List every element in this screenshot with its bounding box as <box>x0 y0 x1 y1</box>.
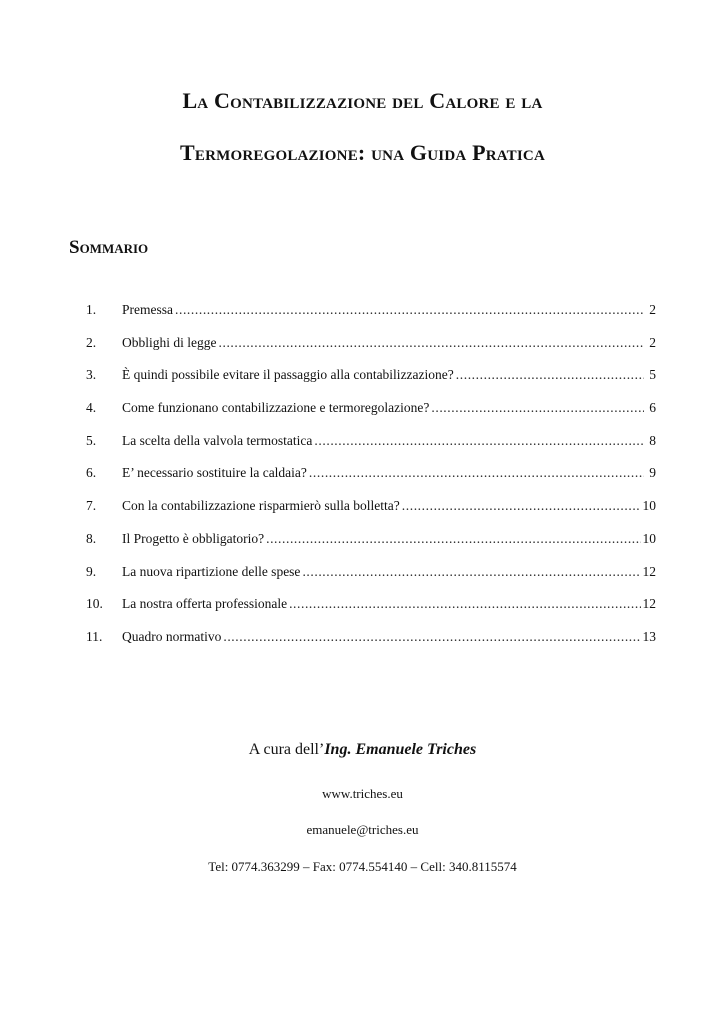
toc-dot-leader <box>223 629 640 645</box>
email-link[interactable]: emanuele@triches.eu <box>306 822 419 837</box>
toc-dot-leader <box>266 531 640 547</box>
toc-entry-page: 8 <box>649 432 656 448</box>
table-of-contents <box>86 302 656 662</box>
toc-entry-number: 9. <box>86 563 97 579</box>
toc-entry-page: 6 <box>649 400 656 416</box>
toc-entry-page: 12 <box>642 596 656 612</box>
toc-entry[interactable] <box>86 335 656 368</box>
toc-entry-number: 4. <box>86 400 97 416</box>
toc-entry-number: 6. <box>86 465 97 481</box>
toc-entry-title: E’ necessario sostituire la caldaia? <box>122 465 307 481</box>
toc-entry-number: 8. <box>86 530 97 546</box>
toc-entry-page: 5 <box>649 367 656 383</box>
toc-dot-leader <box>309 465 644 481</box>
toc-entry[interactable] <box>86 498 656 531</box>
toc-entry[interactable] <box>86 433 656 466</box>
toc-entry-number: 11. <box>86 628 103 644</box>
toc-entry[interactable] <box>86 596 656 629</box>
toc-dot-leader <box>314 433 644 449</box>
toc-entry-number: 7. <box>86 498 97 514</box>
toc-entry-title: La nostra offerta professionale <box>122 596 288 612</box>
toc-entry-title: Obblighi di legge <box>122 334 217 350</box>
summary-heading: Sommario <box>69 237 149 258</box>
toc-entry-page: 2 <box>649 334 656 350</box>
toc-entry-number: 10. <box>86 596 103 612</box>
toc-entry[interactable] <box>86 465 656 498</box>
toc-entry-number: 3. <box>86 367 97 383</box>
toc-entry-page: 9 <box>649 465 656 481</box>
toc-entry[interactable] <box>86 531 656 564</box>
toc-entry-page: 13 <box>642 628 656 644</box>
author-name: Ing. Emanuele Triches <box>324 741 477 758</box>
toc-dot-leader <box>431 400 644 416</box>
toc-entry-page: 12 <box>642 563 656 579</box>
author-prefix: A cura dell’ <box>248 741 325 758</box>
toc-entry[interactable] <box>86 367 656 400</box>
document-title-line-2: Termoregolazione: una Guida Pratica <box>180 140 545 165</box>
toc-entry-title: Come funzionano contabilizzazione e termoregolazione? <box>122 400 430 416</box>
toc-dot-leader <box>175 302 644 318</box>
toc-entry-title: Quadro normativo <box>122 628 222 644</box>
toc-dot-leader <box>289 596 640 612</box>
document-title-line-1: La Contabilizzazione del Calore e la <box>182 88 543 113</box>
toc-entry-title: È quindi possibile evitare il passaggio alla contabilizzazione? <box>122 367 454 383</box>
toc-entry[interactable] <box>86 629 656 662</box>
toc-entry-number: 5. <box>86 432 97 448</box>
phone-numbers: Tel: 0774.363299 – Fax: 0774.554140 – Cell: 340.8115574 <box>208 859 517 874</box>
website-link[interactable]: www.triches.eu <box>322 786 403 801</box>
toc-dot-leader <box>302 564 640 580</box>
toc-dot-leader <box>219 335 645 351</box>
toc-entry-page: 2 <box>649 302 656 317</box>
toc-entry-title: Il Progetto è obbligatorio? <box>122 530 265 546</box>
toc-entry-title: Con la contabilizzazione risparmierò sulla bolletta? <box>122 498 400 514</box>
toc-entry[interactable] <box>86 302 656 335</box>
toc-entry[interactable] <box>86 564 656 597</box>
toc-dot-leader <box>402 498 641 514</box>
toc-entry-title: La scelta della valvola termostatica <box>122 432 313 448</box>
toc-entry[interactable] <box>86 400 656 433</box>
toc-entry-number: 1. <box>86 302 97 317</box>
toc-dot-leader <box>456 367 644 383</box>
toc-entry-number: 2. <box>86 334 97 350</box>
toc-entry-page: 10 <box>642 498 656 514</box>
toc-entry-title: La nuova ripartizione delle spese <box>122 563 301 579</box>
author-line <box>0 741 725 759</box>
toc-entry-title: Premessa <box>122 302 173 317</box>
toc-entry-page: 10 <box>642 530 656 546</box>
